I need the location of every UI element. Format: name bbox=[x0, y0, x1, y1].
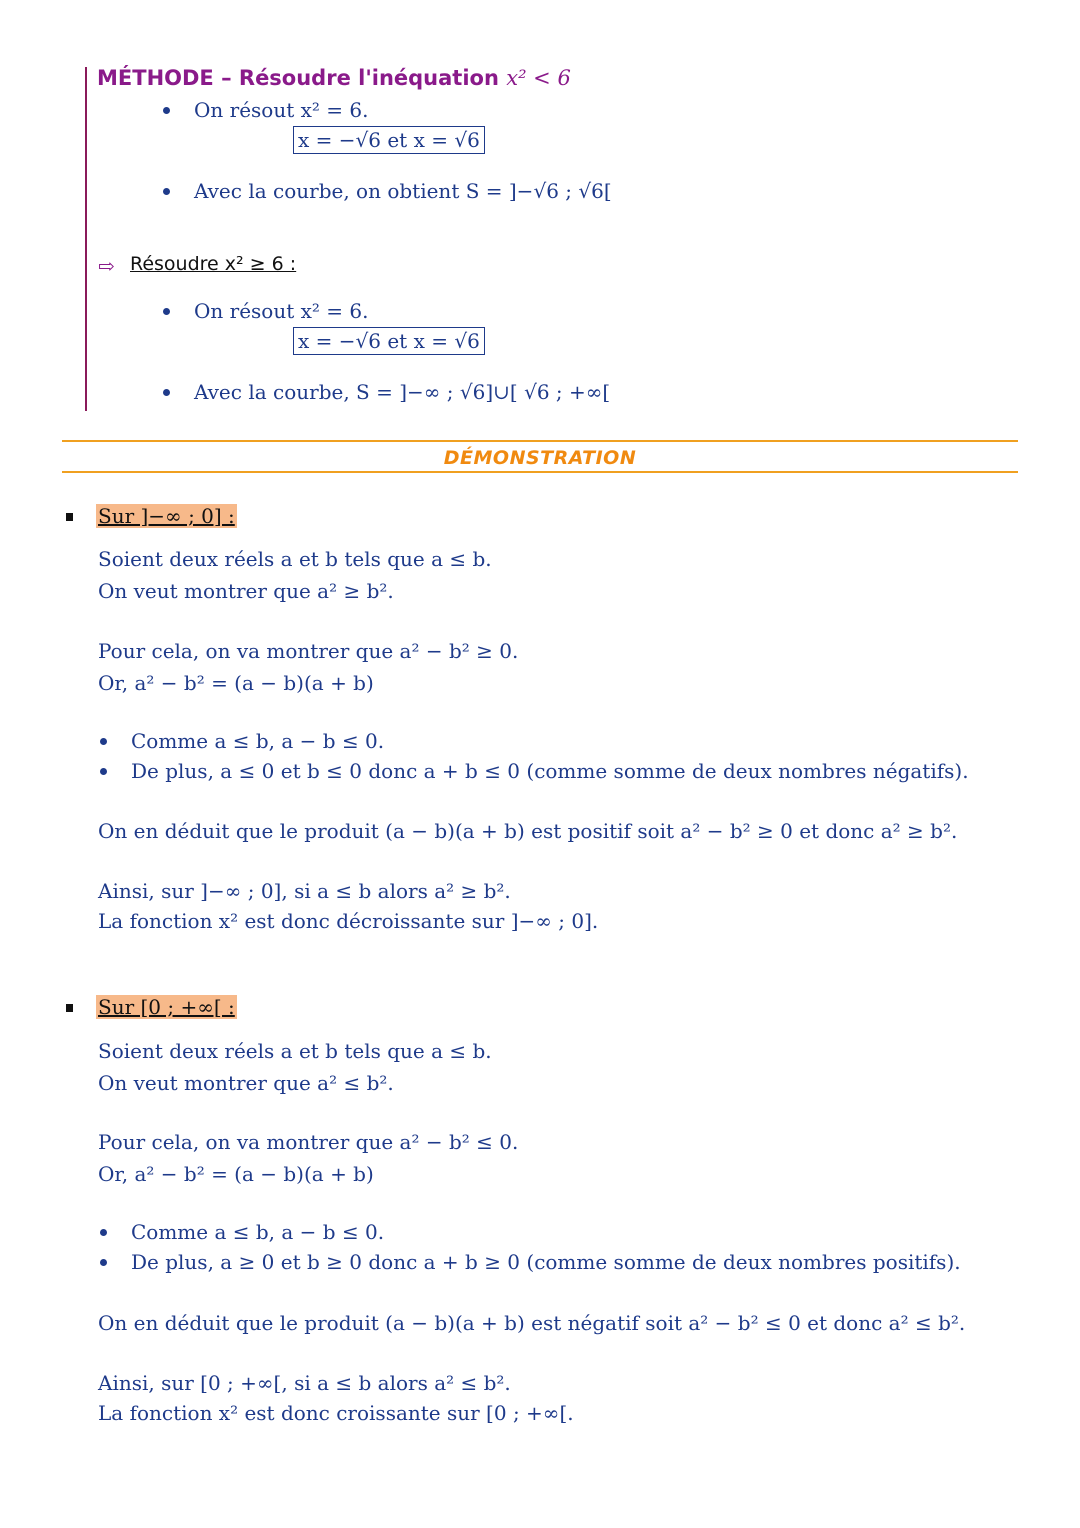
bullet-icon bbox=[163, 188, 170, 195]
method-step-solve-equation-2: On résout x² = 6. bbox=[194, 299, 369, 323]
demonstration-title: DÉMONSTRATION bbox=[443, 447, 637, 469]
bullet-icon bbox=[163, 308, 170, 315]
part2-monotonicity: La fonction x² est donc croissante sur [0 ; +∞[. bbox=[98, 1401, 574, 1425]
bullet-icon bbox=[163, 389, 170, 396]
part2-factorization: Or, a² − b² = (a − b)(a + b) bbox=[98, 1162, 374, 1186]
method-title-inequation: x² < 6 bbox=[506, 66, 571, 90]
bullet-icon bbox=[100, 738, 107, 745]
square-bullet-icon bbox=[66, 513, 73, 521]
part1-factorization: Or, a² − b² = (a − b)(a + b) bbox=[98, 671, 374, 695]
part1-goal: On veut montrer que a² ≥ b². bbox=[98, 579, 394, 603]
part2-goal: On veut montrer que a² ≤ b². bbox=[98, 1071, 394, 1095]
bullet-icon bbox=[163, 107, 170, 114]
part1-point-sum: De plus, a ≤ 0 et b ≤ 0 donc a + b ≤ 0 (comme somme de deux nombres négatifs). bbox=[131, 759, 969, 783]
bullet-icon bbox=[100, 768, 107, 775]
method-solution-box: x = −√6 et x = √6 bbox=[293, 126, 485, 154]
method-step-curve-result-2: Avec la courbe, S = ]−∞ ; √6]∪[ √6 ; +∞[ bbox=[194, 380, 611, 404]
part2-point-difference: Comme a ≤ b, a − b ≤ 0. bbox=[131, 1220, 385, 1244]
part2-deduction: On en déduit que le produit (a − b)(a + b) est négatif soit a² − b² ≤ 0 et donc a² ≤ b². bbox=[98, 1311, 966, 1335]
resolve-heading: Résoudre x² ≥ 6 : bbox=[130, 253, 297, 275]
part1-monotonicity: La fonction x² est donc décroissante sur ]−∞ ; 0]. bbox=[98, 909, 599, 933]
divider-bottom bbox=[62, 471, 1018, 473]
method-title-text: MÉTHODE – Résoudre l'inéquation bbox=[97, 66, 507, 90]
part1-method: Pour cela, on va montrer que a² − b² ≥ 0. bbox=[98, 639, 519, 663]
part2-conclusion: Ainsi, sur [0 ; +∞[, si a ≤ b alors a² ≤ b². bbox=[98, 1371, 511, 1395]
method-solution-box-2: x = −√6 et x = √6 bbox=[293, 327, 485, 355]
part1-point-difference: Comme a ≤ b, a − b ≤ 0. bbox=[131, 729, 385, 753]
method-side-bar bbox=[85, 67, 87, 411]
part2-point-sum: De plus, a ≥ 0 et b ≥ 0 donc a + b ≥ 0 (comme somme de deux nombres positifs). bbox=[131, 1250, 961, 1274]
bullet-icon bbox=[100, 1229, 107, 1236]
square-bullet-icon bbox=[66, 1004, 73, 1012]
section-heading-positive: Sur [0 ; +∞[ : bbox=[98, 995, 235, 1019]
part1-deduction: On en déduit que le produit (a − b)(a + b) est positif soit a² − b² ≥ 0 et donc a² ≥ b². bbox=[98, 819, 958, 843]
part2-method: Pour cela, on va montrer que a² − b² ≤ 0. bbox=[98, 1130, 519, 1154]
bullet-icon bbox=[100, 1259, 107, 1266]
divider-top bbox=[62, 440, 1018, 442]
section-heading-negative: Sur ]−∞ ; 0] : bbox=[98, 504, 235, 528]
part1-hypothesis: Soient deux réels a et b tels que a ≤ b. bbox=[98, 547, 492, 571]
method-step-solve-equation: On résout x² = 6. bbox=[194, 98, 369, 122]
arrow-right-icon: ⇨ bbox=[98, 254, 115, 278]
part2-hypothesis: Soient deux réels a et b tels que a ≤ b. bbox=[98, 1039, 492, 1063]
part1-conclusion: Ainsi, sur ]−∞ ; 0], si a ≤ b alors a² ≥ b². bbox=[98, 879, 511, 903]
method-step-curve-result: Avec la courbe, on obtient S = ]−√6 ; √6[ bbox=[194, 179, 612, 203]
method-title bbox=[97, 66, 571, 90]
